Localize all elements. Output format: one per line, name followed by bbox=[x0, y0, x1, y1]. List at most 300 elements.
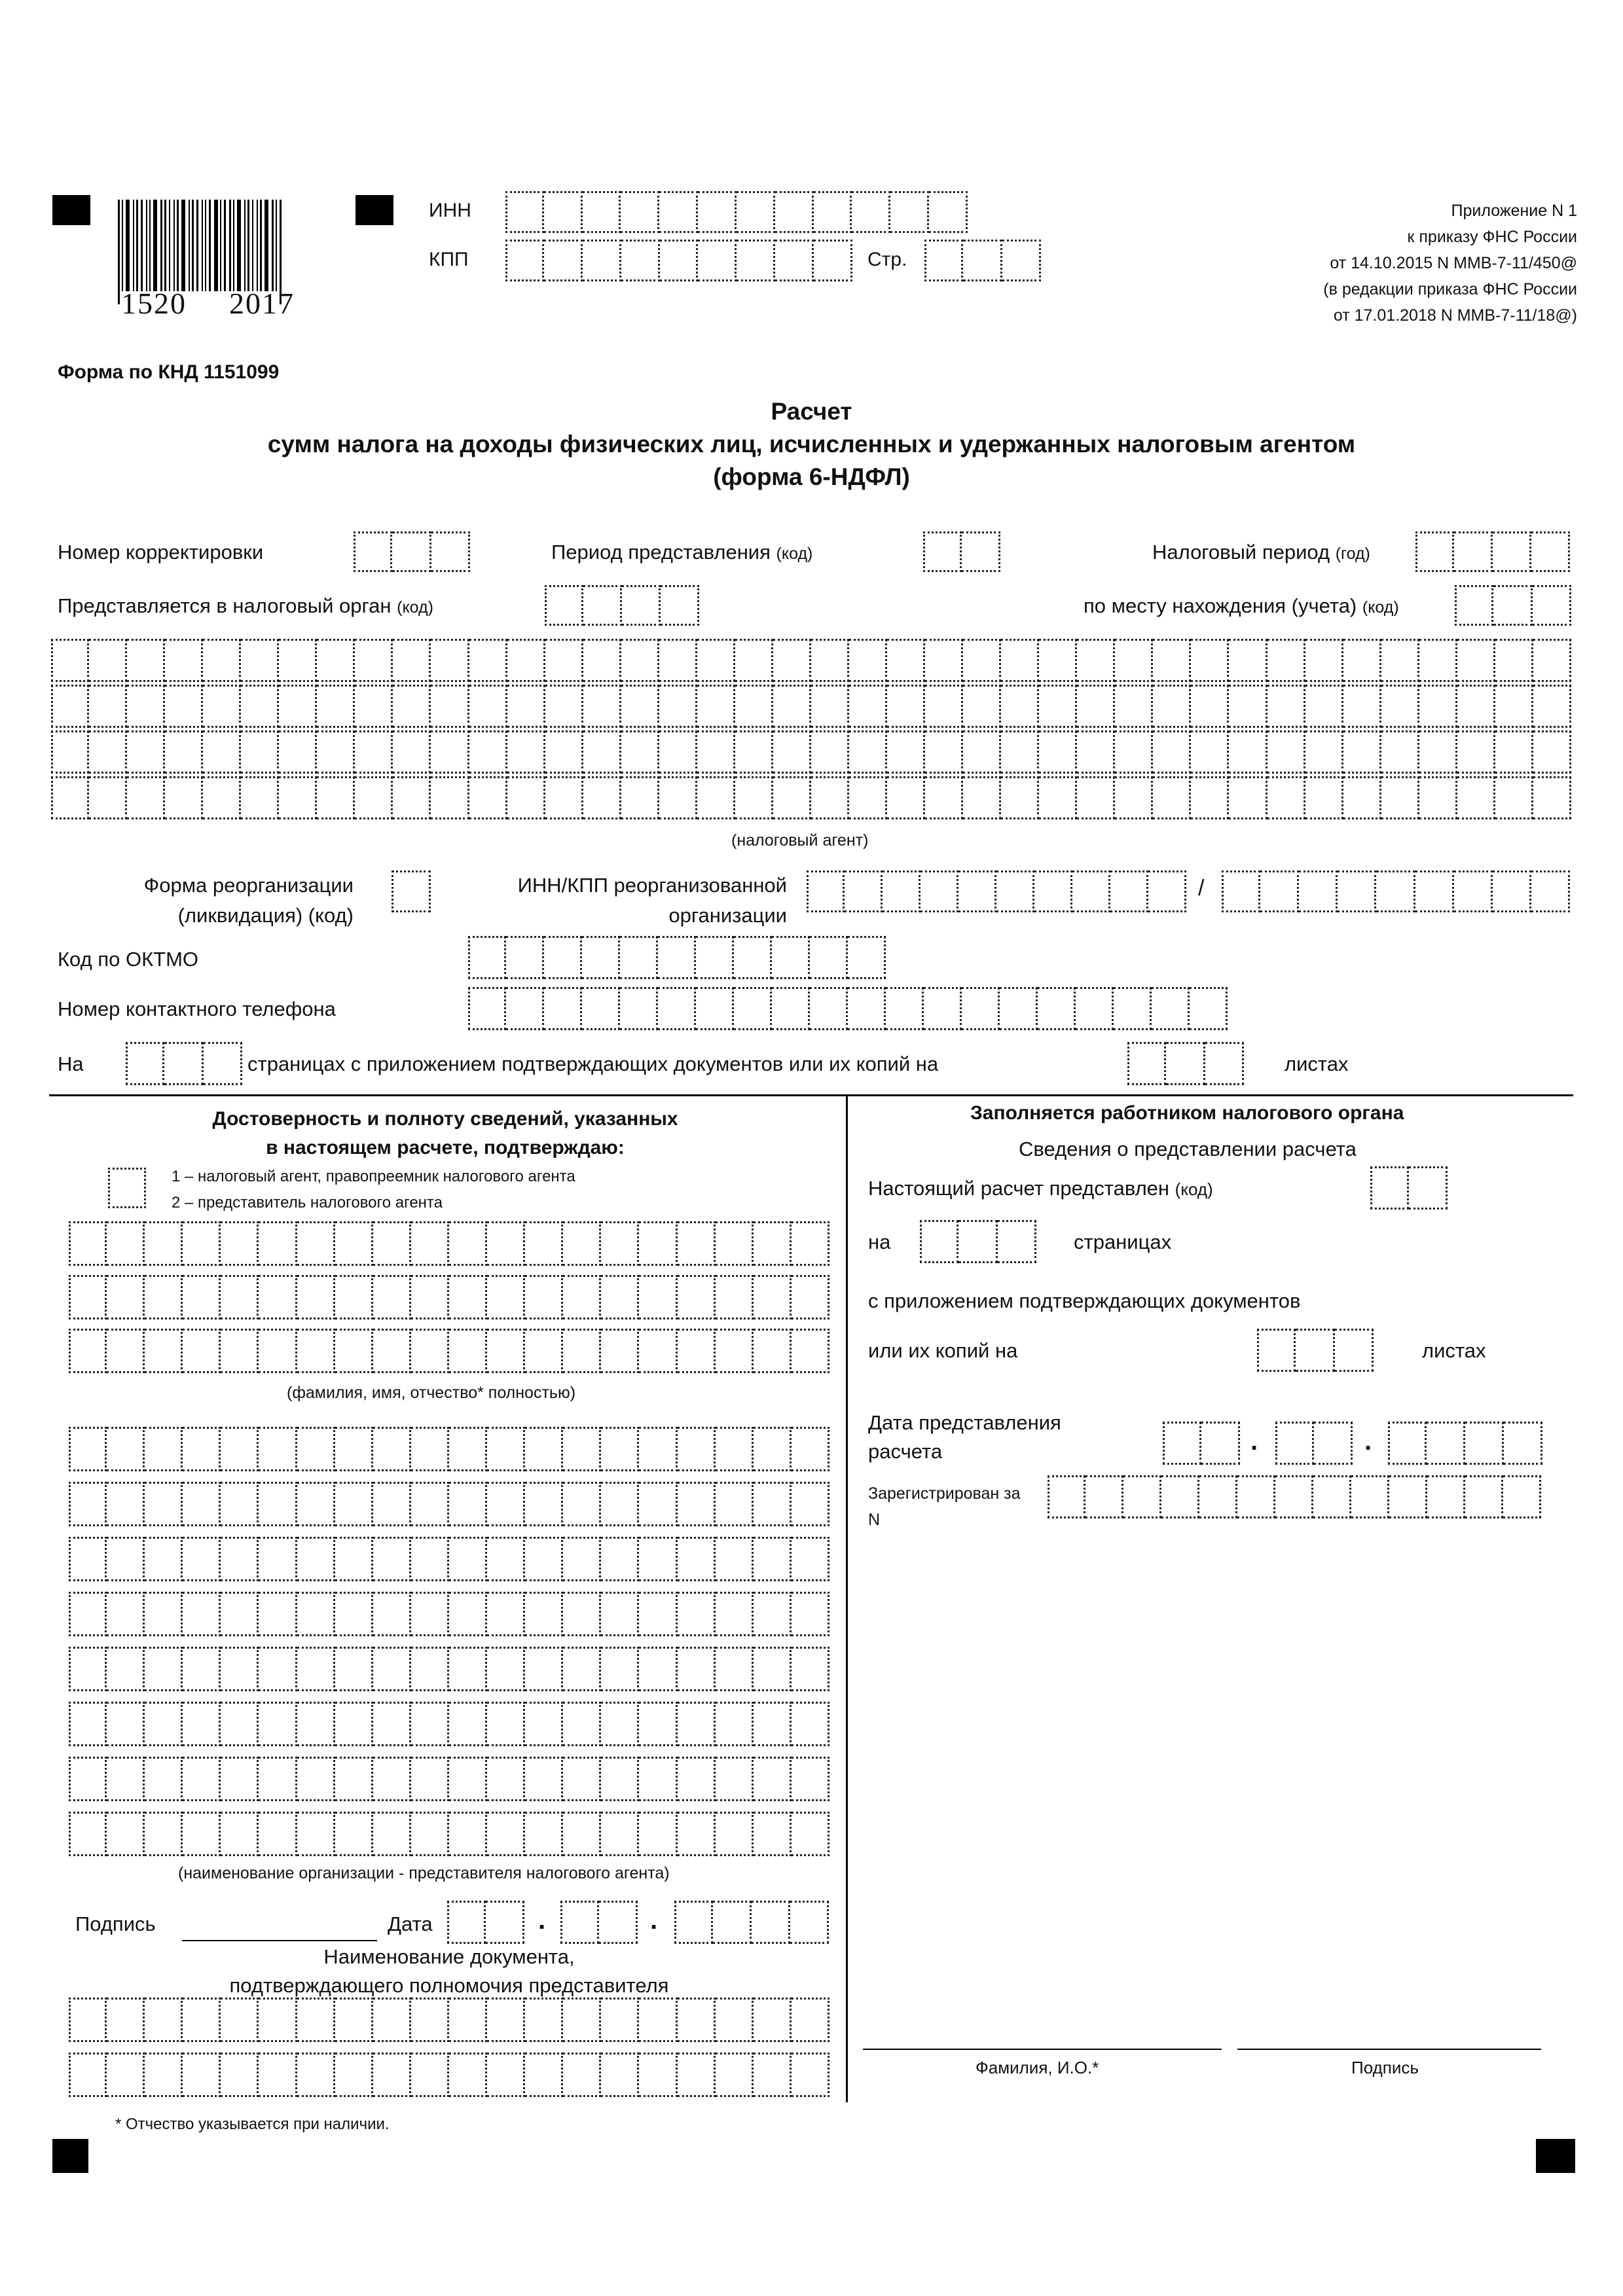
input-cell[interactable] bbox=[449, 1757, 487, 1801]
input-cell[interactable] bbox=[773, 685, 811, 728]
input-cell[interactable] bbox=[221, 1482, 259, 1526]
org-row-2[interactable] bbox=[69, 1482, 830, 1526]
input-cell[interactable] bbox=[1533, 585, 1571, 626]
input-cell[interactable] bbox=[734, 987, 772, 1030]
input-cell[interactable] bbox=[563, 1757, 601, 1801]
input-cell[interactable] bbox=[925, 639, 963, 682]
input-cell[interactable] bbox=[487, 1537, 525, 1581]
input-cell[interactable] bbox=[1153, 730, 1191, 774]
input-cell[interactable] bbox=[449, 1998, 487, 2042]
input-cell[interactable] bbox=[469, 639, 507, 682]
input-cell[interactable] bbox=[1381, 639, 1419, 682]
input-cell[interactable] bbox=[183, 1647, 221, 1691]
input-cell[interactable] bbox=[89, 685, 127, 728]
input-cell[interactable] bbox=[221, 1427, 259, 1471]
input-cell[interactable] bbox=[1190, 987, 1228, 1030]
input-cell[interactable] bbox=[754, 2053, 792, 2097]
input-cell[interactable] bbox=[1343, 639, 1381, 682]
input-cell[interactable] bbox=[469, 776, 507, 819]
input-cell[interactable] bbox=[1000, 987, 1038, 1030]
input-cell[interactable] bbox=[583, 240, 621, 281]
input-cell[interactable] bbox=[107, 2053, 145, 2097]
input-cell[interactable] bbox=[1085, 1475, 1123, 1518]
input-cell[interactable] bbox=[814, 191, 852, 233]
input-cell[interactable] bbox=[1419, 776, 1457, 819]
input-cell[interactable] bbox=[505, 191, 544, 233]
input-cell[interactable] bbox=[221, 1702, 259, 1746]
input-cell[interactable] bbox=[183, 1812, 221, 1856]
input-cell[interactable] bbox=[1533, 685, 1571, 728]
input-cell[interactable] bbox=[487, 1998, 525, 2042]
input-cell[interactable] bbox=[1199, 1475, 1237, 1518]
input-cell[interactable] bbox=[1115, 639, 1153, 682]
input-cell[interactable] bbox=[487, 1757, 525, 1801]
input-cell[interactable] bbox=[887, 639, 925, 682]
input-cell[interactable] bbox=[69, 1592, 107, 1636]
tax-authority-field[interactable] bbox=[545, 585, 699, 626]
input-cell[interactable] bbox=[678, 1757, 716, 1801]
input-cell[interactable] bbox=[1427, 1422, 1465, 1465]
input-cell[interactable] bbox=[1409, 1166, 1448, 1210]
input-cell[interactable] bbox=[487, 1592, 525, 1636]
input-cell[interactable] bbox=[525, 1592, 563, 1636]
input-cell[interactable] bbox=[1153, 639, 1191, 682]
input-cell[interactable] bbox=[145, 1998, 183, 2042]
input-cell[interactable] bbox=[1191, 685, 1229, 728]
input-cell[interactable] bbox=[411, 1482, 449, 1526]
input-cell[interactable] bbox=[107, 1998, 145, 2042]
input-cell[interactable] bbox=[583, 191, 621, 233]
input-cell[interactable] bbox=[1166, 1042, 1205, 1085]
input-cell[interactable] bbox=[525, 2053, 563, 2097]
input-cell[interactable] bbox=[925, 685, 963, 728]
input-cell[interactable] bbox=[525, 1702, 563, 1746]
input-cell[interactable] bbox=[849, 685, 887, 728]
input-cell[interactable] bbox=[469, 730, 507, 774]
input-cell[interactable] bbox=[486, 1901, 524, 1944]
input-cell[interactable] bbox=[1465, 1422, 1504, 1465]
input-cell[interactable] bbox=[601, 1329, 639, 1373]
input-cell[interactable] bbox=[678, 1647, 716, 1691]
input-cell[interactable] bbox=[1351, 1475, 1389, 1518]
input-cell[interactable] bbox=[563, 1275, 601, 1319]
input-cell[interactable] bbox=[335, 1537, 373, 1581]
input-cell[interactable] bbox=[393, 685, 431, 728]
input-cell[interactable] bbox=[145, 1812, 183, 1856]
input-cell[interactable] bbox=[1313, 1475, 1351, 1518]
signer-type-field[interactable] bbox=[108, 1168, 146, 1208]
input-cell[interactable] bbox=[1002, 240, 1041, 281]
agent-name-row-1[interactable] bbox=[51, 639, 1571, 682]
input-cell[interactable] bbox=[1495, 685, 1533, 728]
input-cell[interactable] bbox=[1275, 1475, 1313, 1518]
input-cell[interactable] bbox=[639, 1329, 677, 1373]
input-cell[interactable] bbox=[392, 531, 431, 572]
input-cell[interactable] bbox=[1305, 730, 1343, 774]
input-cell[interactable] bbox=[317, 685, 355, 728]
input-cell[interactable] bbox=[1267, 639, 1305, 682]
input-cell[interactable] bbox=[1495, 730, 1533, 774]
input-cell[interactable] bbox=[1148, 870, 1186, 912]
input-cell[interactable] bbox=[583, 639, 621, 682]
input-cell[interactable] bbox=[241, 685, 279, 728]
input-cell[interactable] bbox=[507, 639, 545, 682]
input-cell[interactable] bbox=[659, 639, 697, 682]
input-cell[interactable] bbox=[1123, 1475, 1161, 1518]
input-cell[interactable] bbox=[716, 1482, 754, 1526]
input-cell[interactable] bbox=[810, 987, 848, 1030]
input-cell[interactable] bbox=[1370, 1166, 1409, 1210]
input-cell[interactable] bbox=[563, 1221, 601, 1266]
phone-field[interactable] bbox=[468, 987, 1228, 1030]
input-cell[interactable] bbox=[754, 1537, 792, 1581]
input-cell[interactable] bbox=[373, 1812, 411, 1856]
input-cell[interactable] bbox=[1296, 1329, 1334, 1372]
input-cell[interactable] bbox=[107, 1592, 145, 1636]
input-cell[interactable] bbox=[962, 987, 1000, 1030]
input-cell[interactable] bbox=[165, 776, 203, 819]
input-cell[interactable] bbox=[259, 1812, 297, 1856]
input-cell[interactable] bbox=[996, 870, 1034, 912]
input-cell[interactable] bbox=[259, 1275, 297, 1319]
input-cell[interactable] bbox=[563, 1592, 601, 1636]
input-cell[interactable] bbox=[373, 1221, 411, 1266]
input-cell[interactable] bbox=[69, 1427, 107, 1471]
input-cell[interactable] bbox=[411, 1998, 449, 2042]
input-cell[interactable] bbox=[601, 1757, 639, 1801]
input-cell[interactable] bbox=[639, 1702, 677, 1746]
input-cell[interactable] bbox=[279, 639, 317, 682]
input-cell[interactable] bbox=[126, 1042, 164, 1085]
input-cell[interactable] bbox=[792, 1757, 830, 1801]
input-cell[interactable] bbox=[1493, 531, 1531, 572]
input-cell[interactable] bbox=[1389, 1475, 1427, 1518]
input-cell[interactable] bbox=[563, 1427, 601, 1471]
input-cell[interactable] bbox=[411, 1427, 449, 1471]
input-cell[interactable] bbox=[411, 1592, 449, 1636]
input-cell[interactable] bbox=[69, 1812, 107, 1856]
input-cell[interactable] bbox=[1388, 1422, 1427, 1465]
input-cell[interactable] bbox=[506, 987, 544, 1030]
input-cell[interactable] bbox=[639, 1221, 677, 1266]
input-cell[interactable] bbox=[145, 1221, 183, 1266]
input-cell[interactable] bbox=[297, 1221, 335, 1266]
input-cell[interactable] bbox=[1465, 1475, 1503, 1518]
input-cell[interactable] bbox=[923, 531, 962, 572]
input-cell[interactable] bbox=[279, 685, 317, 728]
input-cell[interactable] bbox=[1191, 730, 1229, 774]
registration-number-field[interactable] bbox=[1048, 1475, 1541, 1518]
agent-name-row-4[interactable] bbox=[51, 776, 1571, 819]
input-cell[interactable] bbox=[659, 730, 697, 774]
input-cell[interactable] bbox=[203, 776, 241, 819]
input-cell[interactable] bbox=[678, 1221, 716, 1266]
signature-line[interactable] bbox=[182, 1940, 377, 1941]
input-cell[interactable] bbox=[373, 1329, 411, 1373]
input-cell[interactable] bbox=[447, 1901, 486, 1944]
input-cell[interactable] bbox=[183, 1427, 221, 1471]
input-cell[interactable] bbox=[1493, 585, 1532, 626]
period-field[interactable] bbox=[923, 531, 1000, 572]
input-cell[interactable] bbox=[1503, 1475, 1541, 1518]
input-cell[interactable] bbox=[582, 987, 620, 1030]
input-cell[interactable] bbox=[107, 1537, 145, 1581]
input-cell[interactable] bbox=[355, 776, 393, 819]
location-field[interactable] bbox=[1455, 585, 1571, 626]
input-cell[interactable] bbox=[792, 2053, 830, 2097]
input-cell[interactable] bbox=[544, 936, 582, 979]
input-cell[interactable] bbox=[811, 639, 849, 682]
input-cell[interactable] bbox=[1201, 1422, 1240, 1465]
input-cell[interactable] bbox=[716, 1757, 754, 1801]
input-cell[interactable] bbox=[183, 1998, 221, 2042]
input-cell[interactable] bbox=[355, 685, 393, 728]
input-cell[interactable] bbox=[145, 1427, 183, 1471]
input-cell[interactable] bbox=[754, 1757, 792, 1801]
input-cell[interactable] bbox=[145, 1329, 183, 1373]
input-cell[interactable] bbox=[1110, 870, 1148, 912]
input-cell[interactable] bbox=[890, 191, 929, 233]
input-cell[interactable] bbox=[297, 1329, 335, 1373]
reorg-form-field[interactable] bbox=[392, 870, 431, 912]
input-cell[interactable] bbox=[525, 1329, 563, 1373]
reorg-inn-field[interactable] bbox=[807, 870, 1186, 912]
input-cell[interactable] bbox=[145, 1537, 183, 1581]
input-cell[interactable] bbox=[1077, 776, 1115, 819]
input-cell[interactable] bbox=[1376, 870, 1415, 912]
input-cell[interactable] bbox=[1457, 776, 1495, 819]
page-number-field[interactable] bbox=[924, 240, 1041, 281]
input-cell[interactable] bbox=[929, 191, 968, 233]
input-cell[interactable] bbox=[639, 1275, 677, 1319]
input-cell[interactable] bbox=[1257, 1329, 1296, 1372]
input-cell[interactable] bbox=[431, 730, 469, 774]
input-cell[interactable] bbox=[297, 1702, 335, 1746]
input-cell[interactable] bbox=[373, 1427, 411, 1471]
input-cell[interactable] bbox=[145, 2053, 183, 2097]
input-cell[interactable] bbox=[1381, 685, 1419, 728]
input-cell[interactable] bbox=[297, 1482, 335, 1526]
input-cell[interactable] bbox=[716, 1427, 754, 1471]
input-cell[interactable] bbox=[279, 776, 317, 819]
input-cell[interactable] bbox=[183, 1757, 221, 1801]
input-cell[interactable] bbox=[678, 1329, 716, 1373]
input-cell[interactable] bbox=[792, 1275, 830, 1319]
input-cell[interactable] bbox=[145, 1275, 183, 1319]
input-cell[interactable] bbox=[792, 1812, 830, 1856]
input-cell[interactable] bbox=[164, 1042, 203, 1085]
input-cell[interactable] bbox=[563, 1482, 601, 1526]
input-cell[interactable] bbox=[772, 936, 810, 979]
input-cell[interactable] bbox=[259, 1482, 297, 1526]
input-cell[interactable] bbox=[259, 1329, 297, 1373]
input-cell[interactable] bbox=[449, 1482, 487, 1526]
input-cell[interactable] bbox=[297, 1427, 335, 1471]
input-cell[interactable] bbox=[507, 776, 545, 819]
input-cell[interactable] bbox=[1229, 730, 1267, 774]
input-cell[interactable] bbox=[1034, 870, 1072, 912]
input-cell[interactable] bbox=[393, 730, 431, 774]
input-cell[interactable] bbox=[411, 1221, 449, 1266]
input-cell[interactable] bbox=[678, 1482, 716, 1526]
input-cell[interactable] bbox=[89, 730, 127, 774]
input-cell[interactable] bbox=[1001, 639, 1039, 682]
input-cell[interactable] bbox=[563, 1812, 601, 1856]
input-cell[interactable] bbox=[599, 1901, 638, 1944]
input-cell[interactable] bbox=[487, 1647, 525, 1691]
input-cell[interactable] bbox=[1153, 685, 1191, 728]
input-cell[interactable] bbox=[51, 639, 89, 682]
input-cell[interactable] bbox=[887, 776, 925, 819]
input-cell[interactable] bbox=[1305, 639, 1343, 682]
input-cell[interactable] bbox=[621, 191, 659, 233]
input-cell[interactable] bbox=[145, 1757, 183, 1801]
input-cell[interactable] bbox=[792, 1221, 830, 1266]
input-cell[interactable] bbox=[204, 1042, 242, 1085]
input-cell[interactable] bbox=[601, 1221, 639, 1266]
input-cell[interactable] bbox=[849, 730, 887, 774]
input-cell[interactable] bbox=[963, 240, 1002, 281]
input-cell[interactable] bbox=[639, 1812, 677, 1856]
input-cell[interactable] bbox=[69, 2053, 107, 2097]
input-cell[interactable] bbox=[887, 730, 925, 774]
input-cell[interactable] bbox=[51, 730, 89, 774]
input-cell[interactable] bbox=[696, 987, 734, 1030]
input-cell[interactable] bbox=[107, 1482, 145, 1526]
input-cell[interactable] bbox=[924, 240, 963, 281]
input-cell[interactable] bbox=[1001, 776, 1039, 819]
input-cell[interactable] bbox=[1275, 1422, 1314, 1465]
input-cell[interactable] bbox=[621, 730, 659, 774]
input-cell[interactable] bbox=[127, 685, 165, 728]
input-cell[interactable] bbox=[259, 1998, 297, 2042]
input-cell[interactable] bbox=[1533, 730, 1571, 774]
input-cell[interactable] bbox=[1495, 639, 1533, 682]
input-cell[interactable] bbox=[183, 1221, 221, 1266]
input-cell[interactable] bbox=[792, 1592, 830, 1636]
input-cell[interactable] bbox=[1335, 1329, 1374, 1372]
input-cell[interactable] bbox=[678, 1592, 716, 1636]
input-cell[interactable] bbox=[411, 1329, 449, 1373]
input-cell[interactable] bbox=[487, 1275, 525, 1319]
input-cell[interactable] bbox=[660, 240, 699, 281]
input-cell[interactable] bbox=[203, 639, 241, 682]
input-cell[interactable] bbox=[335, 1757, 373, 1801]
org-row-7[interactable] bbox=[69, 1757, 830, 1801]
input-cell[interactable] bbox=[69, 1998, 107, 2042]
input-cell[interactable] bbox=[69, 1757, 107, 1801]
input-cell[interactable] bbox=[737, 240, 775, 281]
input-cell[interactable] bbox=[848, 936, 886, 979]
input-cell[interactable] bbox=[697, 776, 735, 819]
input-cell[interactable] bbox=[544, 191, 583, 233]
input-cell[interactable] bbox=[335, 1221, 373, 1266]
input-cell[interactable] bbox=[1415, 531, 1454, 572]
input-cell[interactable] bbox=[51, 776, 89, 819]
pages-count-field[interactable] bbox=[126, 1042, 242, 1085]
input-cell[interactable] bbox=[107, 1757, 145, 1801]
input-cell[interactable] bbox=[107, 1647, 145, 1691]
input-cell[interactable] bbox=[1001, 685, 1039, 728]
input-cell[interactable] bbox=[1381, 776, 1419, 819]
input-cell[interactable] bbox=[752, 1901, 790, 1944]
input-cell[interactable] bbox=[958, 870, 996, 912]
input-cell[interactable] bbox=[887, 685, 925, 728]
input-cell[interactable] bbox=[1260, 870, 1299, 912]
input-cell[interactable] bbox=[583, 776, 621, 819]
input-cell[interactable] bbox=[449, 1592, 487, 1636]
input-cell[interactable] bbox=[1222, 870, 1260, 912]
input-cell[interactable] bbox=[563, 1998, 601, 2042]
input-cell[interactable] bbox=[107, 1275, 145, 1319]
input-cell[interactable] bbox=[810, 936, 848, 979]
input-cell[interactable] bbox=[1048, 1475, 1085, 1518]
input-cell[interactable] bbox=[754, 1592, 792, 1636]
input-cell[interactable] bbox=[601, 1537, 639, 1581]
input-cell[interactable] bbox=[1343, 685, 1381, 728]
oktmo-field[interactable] bbox=[468, 936, 886, 979]
input-cell[interactable] bbox=[525, 1427, 563, 1471]
submission-date-month[interactable] bbox=[1275, 1422, 1353, 1465]
input-cell[interactable] bbox=[69, 1329, 107, 1373]
input-cell[interactable] bbox=[754, 1812, 792, 1856]
input-cell[interactable] bbox=[355, 730, 393, 774]
input-cell[interactable] bbox=[1039, 685, 1077, 728]
input-cell[interactable] bbox=[563, 1702, 601, 1746]
input-cell[interactable] bbox=[1533, 639, 1571, 682]
sign-date-year[interactable] bbox=[674, 1901, 829, 1944]
input-cell[interactable] bbox=[259, 1427, 297, 1471]
input-cell[interactable] bbox=[449, 2053, 487, 2097]
input-cell[interactable] bbox=[659, 191, 698, 233]
input-cell[interactable] bbox=[886, 987, 924, 1030]
input-cell[interactable] bbox=[487, 1329, 525, 1373]
fio-row-2[interactable] bbox=[69, 1275, 830, 1319]
input-cell[interactable] bbox=[563, 1329, 601, 1373]
input-cell[interactable] bbox=[335, 1427, 373, 1471]
input-cell[interactable] bbox=[678, 1702, 716, 1746]
input-cell[interactable] bbox=[811, 776, 849, 819]
input-cell[interactable] bbox=[468, 987, 506, 1030]
input-cell[interactable] bbox=[639, 1757, 677, 1801]
input-cell[interactable] bbox=[1419, 730, 1457, 774]
input-cell[interactable] bbox=[716, 1329, 754, 1373]
input-cell[interactable] bbox=[1267, 685, 1305, 728]
input-cell[interactable] bbox=[639, 1592, 677, 1636]
input-cell[interactable] bbox=[373, 2053, 411, 2097]
input-cell[interactable] bbox=[678, 1812, 716, 1856]
input-cell[interactable] bbox=[1457, 685, 1495, 728]
input-cell[interactable] bbox=[792, 1537, 830, 1581]
input-cell[interactable] bbox=[1191, 639, 1229, 682]
input-cell[interactable] bbox=[754, 1427, 792, 1471]
input-cell[interactable] bbox=[183, 1482, 221, 1526]
input-cell[interactable] bbox=[69, 1221, 107, 1266]
input-cell[interactable] bbox=[183, 1592, 221, 1636]
input-cell[interactable] bbox=[925, 730, 963, 774]
input-cell[interactable] bbox=[297, 1647, 335, 1691]
input-cell[interactable] bbox=[601, 1482, 639, 1526]
input-cell[interactable] bbox=[1127, 1042, 1166, 1085]
input-cell[interactable] bbox=[698, 240, 737, 281]
input-cell[interactable] bbox=[127, 776, 165, 819]
input-cell[interactable] bbox=[449, 1702, 487, 1746]
input-cell[interactable] bbox=[297, 2053, 335, 2097]
input-cell[interactable] bbox=[678, 2053, 716, 2097]
input-cell[interactable] bbox=[883, 870, 921, 912]
input-cell[interactable] bbox=[658, 936, 696, 979]
input-cell[interactable] bbox=[811, 730, 849, 774]
